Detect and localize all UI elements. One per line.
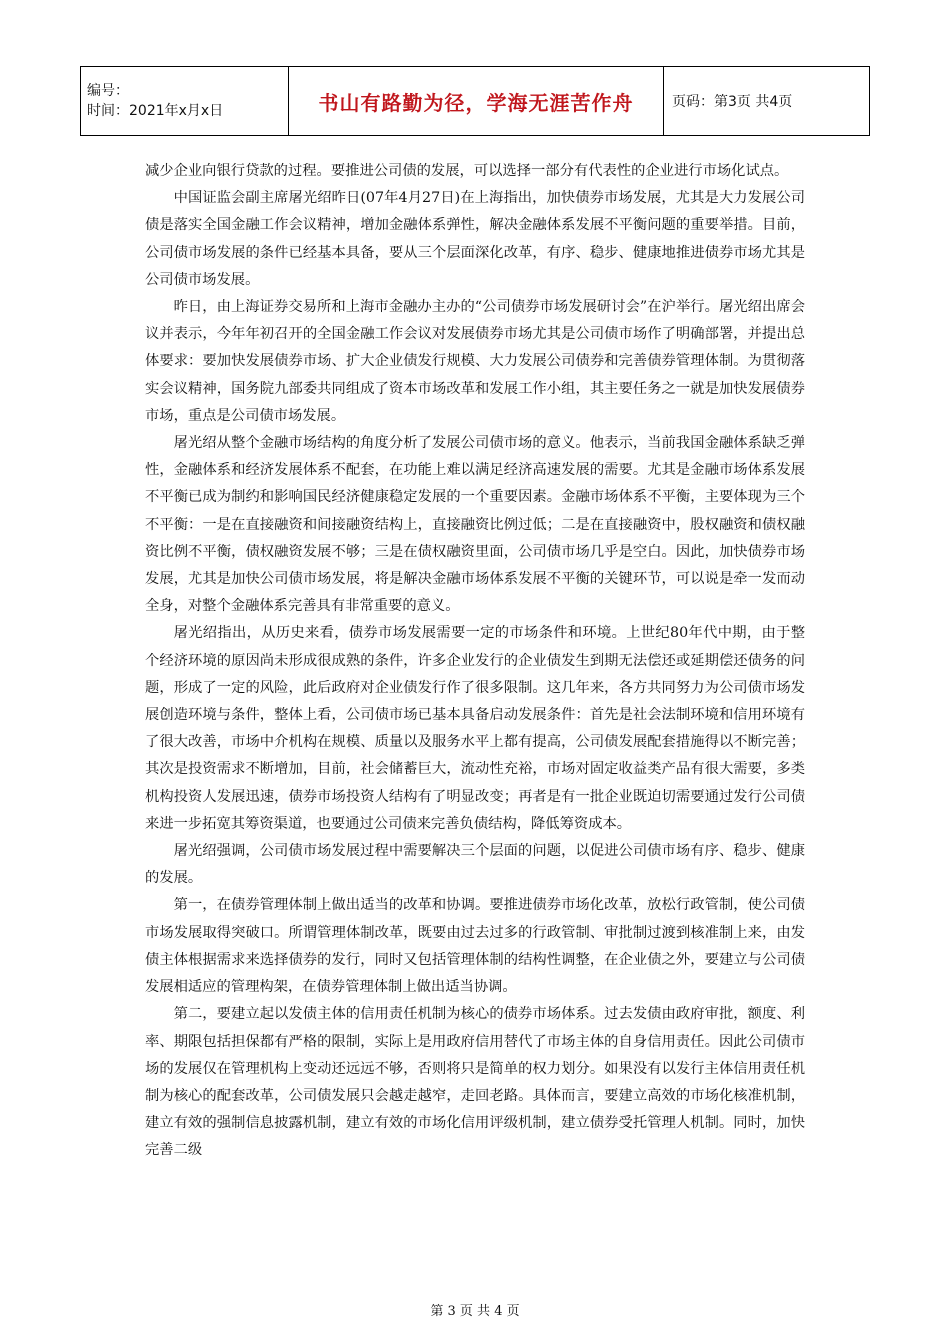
document-number-label: 编号：: [87, 83, 129, 99]
header-page-cell: [664, 67, 870, 136]
document-header: [80, 66, 870, 136]
paragraph: 屠光绍强调，公司债市场发展过程中需要解决三个层面的问题，以促进公司债市场有序、稳步、健康的发展。: [145, 843, 805, 887]
header-page-code: 页码：第3页 共4页: [672, 94, 793, 110]
paragraph: 屠光绍指出，从历史来看，债券市场发展需要一定的市场条件和环境。上世纪80年代中期，由于整个经济环境的原因尚未形成很成熟的条件，许多企业发行的企业债发生到期无法偿还或延期偿还债务的问题，形成了一定的风险，此后政府对企业债发行作了很多限制。这几年来，各方共同努力为公司债市场发展创造环境与条件，整体上看，公司债市场已基本具备启动发展条件：首先是社会法制环境和信用环境有了很大改善，市场中介机构在规模、质量以及服务水平上都有提高，公司债发展配套措施得以不断完善；其次是投资需求不断增加，目前，社会储蓄巨大，流动性充裕，市场对固定收益类产品有很大需要，多类机构投资人发展迅速，债券市场投资人结构有了明显改变；再者是有一批企业既迫切需要通过发行公司债来进一步拓宽其筹资渠道，也要通过公司债来完善负债结构，降低筹资成本。: [145, 625, 805, 832]
paragraph: 昨日，由上海证券交易所和上海市金融办主办的“公司债券市场发展研讨会”在沪举行。屠光绍出席会议并表示，今年年初召开的全国金融工作会议对发展债券市场尤其是公司债市场作了明确部署，并提出总体要求：要加快发展债券市场、扩大企业债发行规模、大力发展公司债券和完善债券管理体制。为贯彻落实会议精神，国务院九部委共同组成了资本市场改革和发展工作小组，其主要任务之一就是加快发展债券市场，重点是公司债市场发展。: [145, 299, 805, 424]
header-meta-cell: [81, 67, 289, 136]
paragraph-continued: 减少企业向银行贷款的过程。要推进公司债的发展，可以选择一部分有代表性的企业进行市场化试点。: [145, 163, 789, 179]
paragraph: 中国证监会副主席屠光绍昨日(07年4月27日)在上海指出，加快债券市场发展，尤其是大力发展公司债是落实全国金融工作会议精神，增加金融体系弹性，解决金融体系发展不平衡问题的重要举措。目前，公司债市场发展的条件已经基本具备，要从三个层面深化改革，有序、稳步、健康地推进债券市场尤其是公司债市场发展。: [145, 190, 805, 288]
header-motto-cell: [289, 67, 664, 136]
paragraph: 屠光绍从整个金融市场结构的角度分析了发展公司债市场的意义。他表示，当前我国金融体系缺乏弹性，金融体系和经济发展体系不配套，在功能上难以满足经济高速发展的需要。尤其是金融市场体系发展不平衡已成为制约和影响国民经济健康稳定发展的一个重要因素。金融市场体系不平衡，主要体现为三个不平衡：一是在直接融资和间接融资结构上，直接融资比例过低；二是在直接融资中，股权融资和债权融资比例不平衡，债权融资发展不够；三是在债权融资里面，公司债市场几乎是空白。因此，加快债券市场发展，尤其是加快公司债市场发展，将是解决金融市场体系发展不平衡的关键环节，可以说是牵一发而动全身，对整个金融体系完善具有非常重要的意义。: [145, 435, 805, 615]
paragraph: 第一，在债券管理体制上做出适当的改革和协调。要推进债券市场化改革，放松行政管制，使公司债市场发展取得突破口。所谓管理体制改革，既要由过去过多的行政管制、审批制过渡到核准制上来，由发债主体根据需求来选择债券的发行，同时又包括管理体制的结构性调整，在企业债之外，要建立与公司债发展相适应的管理构架，在债券管理体制上做出适当协调。: [145, 897, 805, 996]
page-footer: 第 3 页 共 4 页: [430, 1304, 520, 1319]
header-motto: 书山有路勤为径，学海无涯苦作舟: [318, 90, 634, 115]
paragraph: 第二，要建立起以发债主体的信用责任机制为核心的债券市场体系。过去发债由政府审批，额度、利率、期限包括担保都有严格的限制，实际上是用政府信用替代了市场主体的自身信用责任。因此公司债市场的发展仅在管理机构上变动还远远不够，否则将只是简单的权力划分。如果没有以发行主体信用责任机制为核心的配套改革，公司债发展只会越走越窄，走回老路。具体而言，要建立高效的市场化核准机制，建立有效的强制信息披露机制，建立有效的市场化信用评级机制，建立债券受托管理人机制。同时，加快完善二级: [145, 1006, 805, 1159]
document-body: [145, 158, 805, 1165]
document-date-label: 时间：2021年x月x日: [87, 103, 224, 119]
